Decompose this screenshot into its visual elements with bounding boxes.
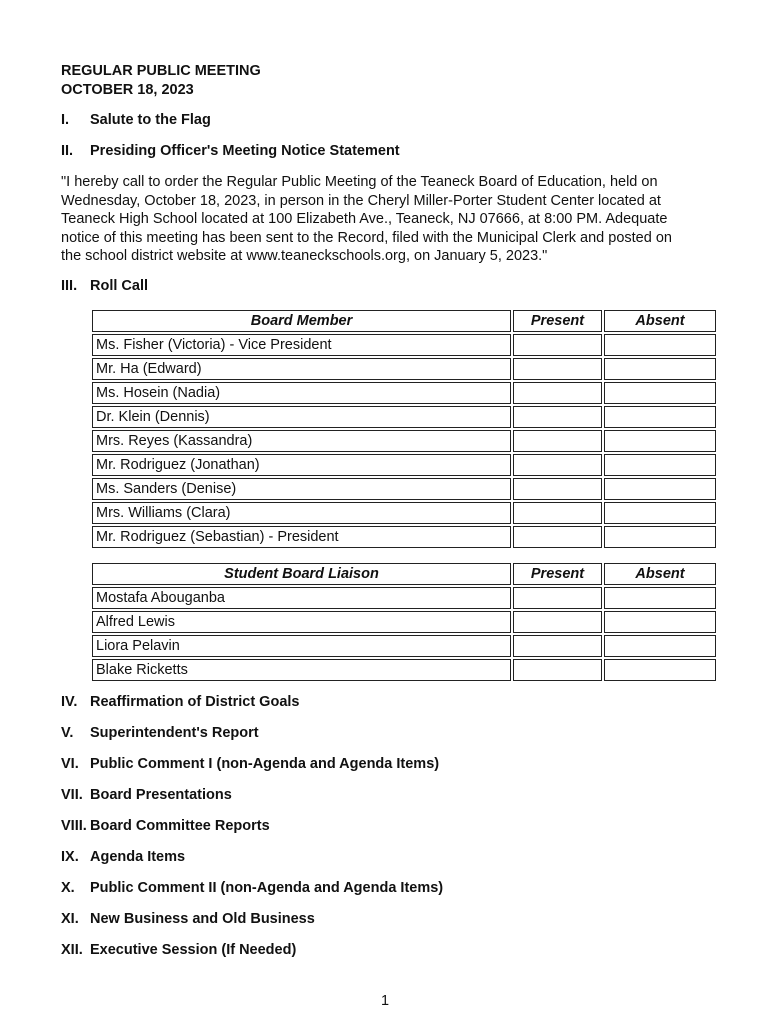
section-4 [61,693,299,711]
present-cell[interactable] [513,334,602,356]
member-name: Mr. Ha (Edward) [92,358,511,380]
table-row [92,358,716,380]
present-cell[interactable] [513,382,602,404]
column-header-student-liaison: Student Board Liaison [92,563,511,585]
section-7 [61,786,232,804]
member-name: Ms. Sanders (Denise) [92,478,511,500]
member-name: Mr. Rodriguez (Jonathan) [92,454,511,476]
present-cell[interactable] [513,587,602,609]
absent-cell[interactable] [604,406,716,428]
section-label: Superintendent's Report [90,725,259,741]
present-cell[interactable] [513,406,602,428]
column-header-absent: Absent [604,310,716,332]
present-cell[interactable] [513,526,602,548]
present-cell[interactable] [513,659,602,681]
liaison-name: Alfred Lewis [92,611,511,633]
section-number: VII. [61,787,83,803]
column-header-present: Present [513,310,602,332]
present-cell[interactable] [513,454,602,476]
table-row [92,430,716,452]
section-label: Roll Call [90,278,149,294]
column-header-board-member: Board Member [92,310,511,332]
section-number: VIII. [61,818,87,834]
section-number: VI. [61,756,79,772]
absent-cell[interactable] [604,587,716,609]
section-label: Public Comment II (non-Agenda and Agenda Items) [90,880,444,896]
table-row [92,334,716,356]
section-9 [61,848,185,866]
member-name: Dr. Klein (Dennis) [92,406,511,428]
table-row [92,526,716,548]
member-name: Mr. Rodriguez (Sebastian) - President [92,526,511,548]
absent-cell[interactable] [604,659,716,681]
member-name: Mrs. Reyes (Kassandra) [92,430,511,452]
section-number: II. [61,143,74,159]
section-number: XII. [61,942,83,958]
section-number: IV. [61,694,78,710]
section-number: III. [61,278,78,294]
absent-cell[interactable] [604,478,716,500]
notice-line: notice of this meeting has been sent to the Record, filed with the Municipal Clerk and posted on [61,229,672,246]
section-2 [61,142,400,160]
table-row [92,502,716,524]
notice-line: Wednesday, October 18, 2023, in person in the Cheryl Miller-Porter Student Center located at [61,192,661,209]
section-label: Executive Session (If Needed) [90,942,297,958]
student-liaison-table [90,561,718,683]
present-cell[interactable] [513,502,602,524]
section-3 [61,277,148,295]
member-name: Mrs. Williams (Clara) [92,502,511,524]
section-5 [61,724,259,742]
board-member-table [90,308,718,550]
liaison-name: Mostafa Abouganba [92,587,511,609]
member-name: Ms. Fisher (Victoria) - Vice President [92,334,511,356]
section-12 [61,941,296,959]
table-header-row [92,563,716,585]
present-cell[interactable] [513,478,602,500]
absent-cell[interactable] [604,502,716,524]
present-cell[interactable] [513,358,602,380]
section-number: IX. [61,849,79,865]
present-cell[interactable] [513,635,602,657]
section-label: Board Committee Reports [90,818,270,834]
section-10 [61,879,443,897]
section-number: V. [61,725,74,741]
absent-cell[interactable] [604,430,716,452]
column-header-present: Present [513,563,602,585]
section-label: Reaffirmation of District Goals [90,694,300,710]
section-number: I. [61,112,70,128]
section-11 [61,910,315,928]
table-row [92,611,716,633]
section-label: Presiding Officer's Meeting Notice Statement [90,143,400,159]
absent-cell[interactable] [604,382,716,404]
section-6 [61,755,439,773]
section-label: Salute to the Flag [90,112,211,128]
section-label: New Business and Old Business [90,911,315,927]
table-header-row [92,310,716,332]
absent-cell[interactable] [604,454,716,476]
table-row [92,659,716,681]
table-row [92,635,716,657]
liaison-name: Blake Ricketts [92,659,511,681]
absent-cell[interactable] [604,358,716,380]
liaison-name: Liora Pelavin [92,635,511,657]
column-header-absent: Absent [604,563,716,585]
notice-line: "I hereby call to order the Regular Public Meeting of the Teaneck Board of Education, held on [61,174,658,190]
table-row [92,478,716,500]
table-row [92,382,716,404]
notice-line: Teaneck High School located at 100 Elizabeth Ave., Teaneck, NJ 07666, at 8:00 PM. Adequate [61,211,668,228]
section-label: Agenda Items [90,849,186,865]
absent-cell[interactable] [604,635,716,657]
section-label: Public Comment I (non-Agenda and Agenda Items) [90,756,440,772]
present-cell[interactable] [513,611,602,633]
section-label: Board Presentations [90,787,232,803]
absent-cell[interactable] [604,334,716,356]
table-row [92,587,716,609]
notice-statement [61,173,711,266]
table-row [92,406,716,428]
absent-cell[interactable] [604,611,716,633]
section-number: X. [61,880,75,896]
section-8 [61,817,270,835]
table-row [92,454,716,476]
notice-line: the school district website at www.teaneckschools.org, on January 5, 2023." [61,248,548,265]
present-cell[interactable] [513,430,602,452]
meeting-title: REGULAR PUBLIC MEETING [61,63,261,79]
section-number: XI. [61,911,79,927]
meeting-date: OCTOBER 18, 2023 [61,82,194,98]
page-number: 1 [380,993,390,1009]
section-1 [61,111,211,129]
absent-cell[interactable] [604,526,716,548]
member-name: Ms. Hosein (Nadia) [92,382,511,404]
